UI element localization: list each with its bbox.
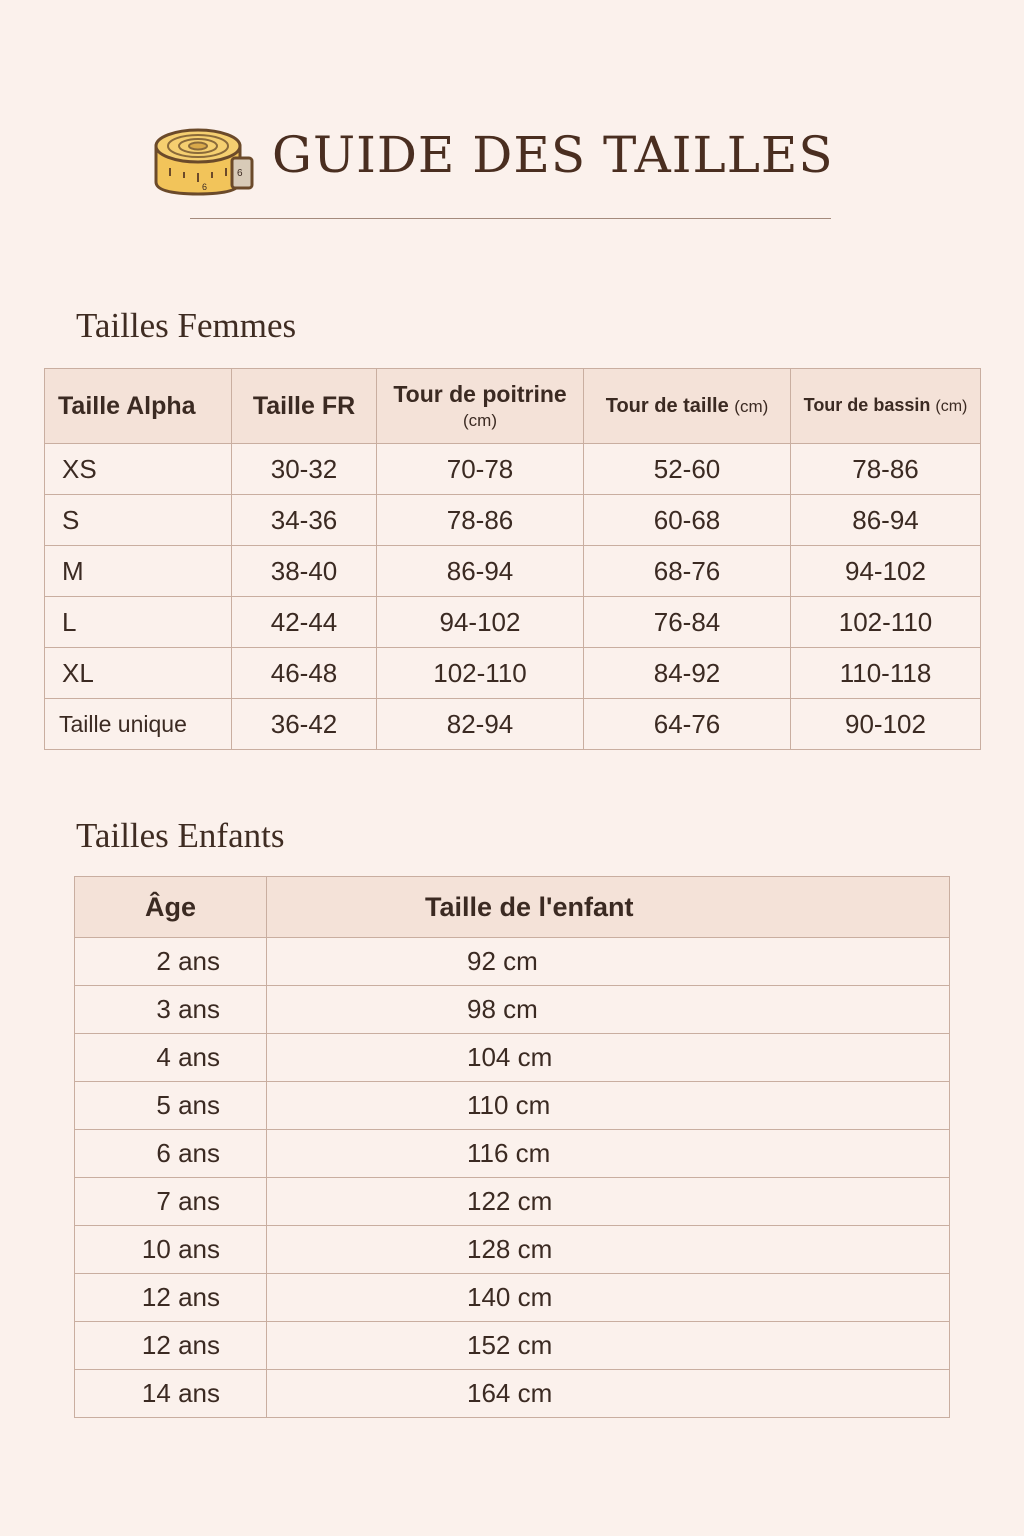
table-row [75,1226,950,1274]
waist-cm: 84-92 [584,648,791,699]
height-cell: 140 cm [267,1274,950,1322]
chest-cm: 78-86 [377,495,584,546]
hips-cm: 90-102 [791,699,981,750]
size-fr: 42-44 [232,597,377,648]
hips-cm: 110-118 [791,648,981,699]
hips-cm: 86-94 [791,495,981,546]
height-cell: 92 cm [267,938,950,986]
header-tour-taille: Tour de taille (cm) [584,369,791,444]
waist-cm: 76-84 [584,597,791,648]
age-cell: 5 ans [75,1082,267,1130]
table-row [75,1274,950,1322]
height-cell: 122 cm [267,1178,950,1226]
tape-icon-tick-label: 6 [202,182,208,192]
tape-icon-label: 6 [237,168,243,179]
chest-cm: 70-78 [377,444,584,495]
size-alpha: L [45,597,232,648]
size-alpha: Taille unique [45,699,232,750]
kids-size-table [74,876,950,1418]
waist-cm: 68-76 [584,546,791,597]
size-alpha: XL [45,648,232,699]
header-tour-poitrine: Tour de poitrine (cm) [377,369,584,444]
height-cell: 128 cm [267,1226,950,1274]
age-cell: 2 ans [75,938,267,986]
kids-section-title: Tailles Enfants [76,816,285,855]
age-cell: 12 ans [75,1322,267,1370]
age-cell: 7 ans [75,1178,267,1226]
size-fr: 38-40 [232,546,377,597]
hips-cm: 102-110 [791,597,981,648]
height-cell: 104 cm [267,1034,950,1082]
table-row [75,1322,950,1370]
table-row [45,495,981,546]
tape-measure-icon [150,118,256,198]
header-taille-fr: Taille FR [232,369,377,444]
hips-cm: 94-102 [791,546,981,597]
age-cell: 3 ans [75,986,267,1034]
hips-cm: 78-86 [791,444,981,495]
table-row [45,444,981,495]
size-fr: 30-32 [232,444,377,495]
table-row [45,546,981,597]
page-header [0,118,1024,198]
size-alpha: S [45,495,232,546]
height-cell: 164 cm [267,1370,950,1418]
page-title: GUIDE DES TAILLES [272,126,834,184]
waist-cm: 64-76 [584,699,791,750]
women-section-title: Tailles Femmes [76,306,297,345]
size-fr: 34-36 [232,495,377,546]
table-row [75,1130,950,1178]
size-fr: 36-42 [232,699,377,750]
height-cell: 110 cm [267,1082,950,1130]
age-cell: 4 ans [75,1034,267,1082]
table-row [75,938,950,986]
header-taille-alpha: Taille Alpha [45,369,232,444]
waist-cm: 52-60 [584,444,791,495]
table-row [75,1082,950,1130]
size-alpha: XS [45,444,232,495]
kids-header-row [75,877,950,938]
waist-cm: 60-68 [584,495,791,546]
chest-cm: 94-102 [377,597,584,648]
age-cell: 14 ans [75,1370,267,1418]
age-cell: 10 ans [75,1226,267,1274]
table-row [75,986,950,1034]
size-fr: 46-48 [232,648,377,699]
header-tour-bassin: Tour de bassin (cm) [791,369,981,444]
age-cell: 12 ans [75,1274,267,1322]
women-size-table [44,368,981,750]
table-row [45,699,981,750]
header-child-height: Taille de l'enfant [267,877,950,938]
height-cell: 116 cm [267,1130,950,1178]
chest-cm: 82-94 [377,699,584,750]
height-cell: 152 cm [267,1322,950,1370]
title-divider [190,218,831,219]
chest-cm: 102-110 [377,648,584,699]
age-cell: 6 ans [75,1130,267,1178]
table-row [45,648,981,699]
women-header-row [45,369,981,444]
size-alpha: M [45,546,232,597]
chest-cm: 86-94 [377,546,584,597]
table-row [75,1034,950,1082]
header-age: Âge [75,877,267,938]
height-cell: 98 cm [267,986,950,1034]
table-row [75,1370,950,1418]
table-row [75,1178,950,1226]
table-row [45,597,981,648]
